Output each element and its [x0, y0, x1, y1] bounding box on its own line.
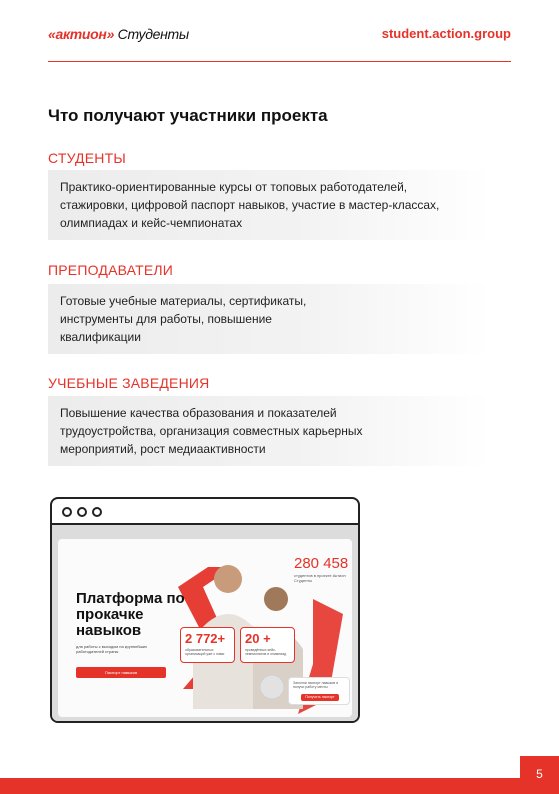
- stat-a: 2 772+: [185, 631, 226, 646]
- page-title: Что получают участники проекта: [48, 106, 328, 125]
- stat-a-caption: образовательных организаций уже с нами: [185, 648, 225, 656]
- logo-brand: «актион»: [48, 26, 115, 42]
- stat-b-caption: проведённых кейс-чемпионатов и олимпиад: [245, 648, 287, 656]
- section-line: трудоустройства, организация совместных карьерных: [60, 424, 363, 438]
- window-dot-icon: [92, 507, 102, 517]
- platform-screenshot: [50, 497, 360, 723]
- section-line: Готовые учебные материалы, сертификаты,: [60, 294, 307, 308]
- footer-bar: [0, 778, 559, 794]
- section-line: Практико-ориентированные курсы от топовых работодателей,: [60, 180, 408, 194]
- section-title-teachers: ПРЕПОДАВАТЕЛИ: [48, 262, 174, 278]
- window-dot-icon: [77, 507, 87, 517]
- stat-card-events: [240, 627, 295, 663]
- section-line: стажировки, цифровой паспорт навыков, участие в мастер-классах,: [60, 198, 440, 212]
- hero-title: Платформа по прокачке навыков: [76, 590, 185, 639]
- section-box-institutions: [48, 396, 491, 466]
- browser-bar: [52, 499, 358, 525]
- section-line: квалификации: [60, 330, 141, 344]
- stat-card-orgs: [180, 627, 235, 663]
- section-box-students: [48, 170, 491, 240]
- section-line: мероприятий, рост медиаактивности: [60, 442, 266, 456]
- page-header: [48, 24, 511, 62]
- stat-b: 20 +: [245, 631, 271, 646]
- browser-body: [52, 525, 358, 721]
- hero-button: Паспорт навыков: [76, 667, 166, 678]
- window-dot-icon: [62, 507, 72, 517]
- section-box-teachers: [48, 284, 491, 354]
- passport-button: Получить паспорт: [301, 694, 339, 701]
- hero-subtitle: для работы с выходом на крупнейших работодателей страны: [76, 644, 148, 654]
- section-line: Повышение качества образования и показателей: [60, 406, 337, 420]
- brand-logo: [48, 26, 189, 42]
- logo-sub: Студенты: [117, 26, 189, 42]
- page-number: 5: [520, 756, 559, 794]
- section-line: олимпиадах и кейс-чемпионатах: [60, 216, 243, 230]
- passport-caption: Заполни паспорт навыков и получи работу мечты: [293, 681, 339, 689]
- section-title-students: СТУДЕНТЫ: [48, 150, 126, 166]
- passport-card: [288, 677, 350, 705]
- stat-main-caption: студентов в проекте Актион Студенты: [294, 573, 346, 583]
- stat-main: 280 458: [294, 555, 349, 572]
- site-url[interactable]: student.action.group: [381, 26, 511, 41]
- hero-banner: [58, 539, 352, 717]
- section-line: инструменты для работы, повышение: [60, 312, 272, 326]
- section-title-institutions: УЧЕБНЫЕ ЗАВЕДЕНИЯ: [48, 375, 210, 391]
